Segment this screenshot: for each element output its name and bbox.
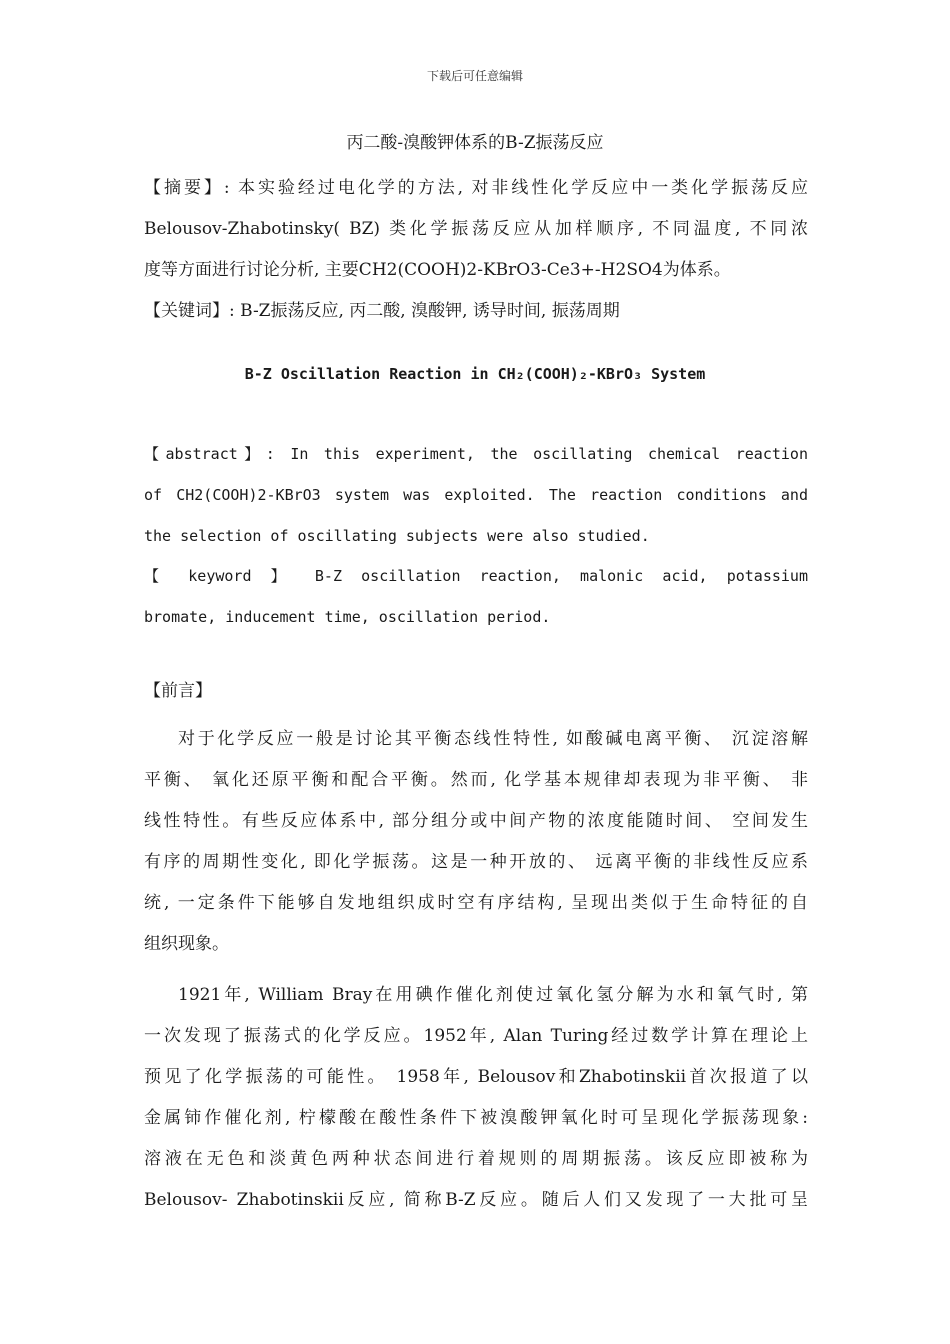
preface-line: 1921年, William Bray在用碘作催化剂使过氧化氢分解为水和氧气时, 第: [178, 985, 808, 1005]
abstract-en-line: the selection of oscillating subjects were also studied.: [144, 527, 650, 545]
keywords-zh: [144, 291, 808, 332]
english-title: B-Z Oscillation Reaction in CH₂(COOH)₂-KBrO₃ System: [244, 365, 706, 383]
preface-line: 溶液在无色和淡黄色两种状态间进行着规则的周期振荡。该反应即被称为: [144, 1149, 808, 1169]
keywords-zh-line: 【关键词】: B-Z振荡反应, 丙二酸, 溴酸钾, 诱导时间, 振荡周期: [144, 301, 620, 321]
preface-line: 组织现象。: [144, 934, 229, 954]
abstract-en: [144, 434, 808, 557]
preface-line: 对于化学反应一般是讨论其平衡态线性特性, 如酸碱电离平衡、 沉淀溶解: [178, 729, 808, 749]
preface-line: 一次发现了振荡式的化学反应。1952年, Alan Turing经过数学计算在理论上: [144, 1026, 808, 1046]
preface-line: 平衡、 氧化还原平衡和配合平衡。然而, 化学基本规律却表现为非平衡、 非: [144, 770, 808, 790]
abstract-zh-line: Belousov-Zhabotinsky( BZ) 类化学振荡反应从加样顺序, 不同温度, 不同浓: [144, 219, 808, 239]
keywords-en: [144, 556, 808, 638]
abstract-en-line: 【abstract】: In this experiment, the oscillating chemical reaction: [144, 445, 808, 463]
document-title: 丙二酸-溴酸钾体系的B-Z振荡反应: [346, 133, 604, 153]
preface-line: 统, 一定条件下能够自发地组织成时空有序结构, 呈现出类似于生命特征的自: [144, 893, 808, 913]
keywords-en-line: bromate, inducement time, oscillation period.: [144, 608, 551, 626]
header-note: 下载后可任意编辑: [426, 69, 523, 83]
preface-line: 线性特性。有些反应体系中, 部分组分或中间产物的浓度能随时间、 空间发生: [144, 811, 808, 831]
abstract-zh-line: 【摘要】: 本实验经过电化学的方法, 对非线性化学反应中一类化学振荡反应: [144, 178, 808, 198]
preface-line: Belousov- Zhabotinskii反应, 简称B-Z反应。随后人们又发现了一大批可呈: [144, 1190, 808, 1210]
abstract-en-line: of CH2(COOH)2-KBrO3 system was exploited. The reaction conditions and: [144, 486, 808, 504]
preface-paragraph-1: [144, 719, 808, 965]
preface-heading: 【前言】: [144, 681, 212, 701]
preface-line: 预见了化学振荡的可能性。 1958年, Belousov和Zhabotinskii首次报道了以: [144, 1067, 808, 1087]
preface-line: 金属铈作催化剂, 柠檬酸在酸性条件下被溴酸钾氧化时可呈现化学振荡现象:: [144, 1108, 808, 1128]
keywords-en-line: 【 keyword 】 B-Z oscillation reaction, malonic acid, potassium: [144, 567, 808, 585]
preface-line: 有序的周期性变化, 即化学振荡。这是一种开放的、 远离平衡的非线性反应系: [144, 852, 808, 872]
preface-paragraph-2: [144, 975, 808, 1221]
abstract-zh: [144, 168, 808, 291]
abstract-zh-line: 度等方面进行讨论分析, 主要CH2(COOH)2-KBrO3-Ce3+-H2SO4为体系。: [144, 260, 731, 280]
